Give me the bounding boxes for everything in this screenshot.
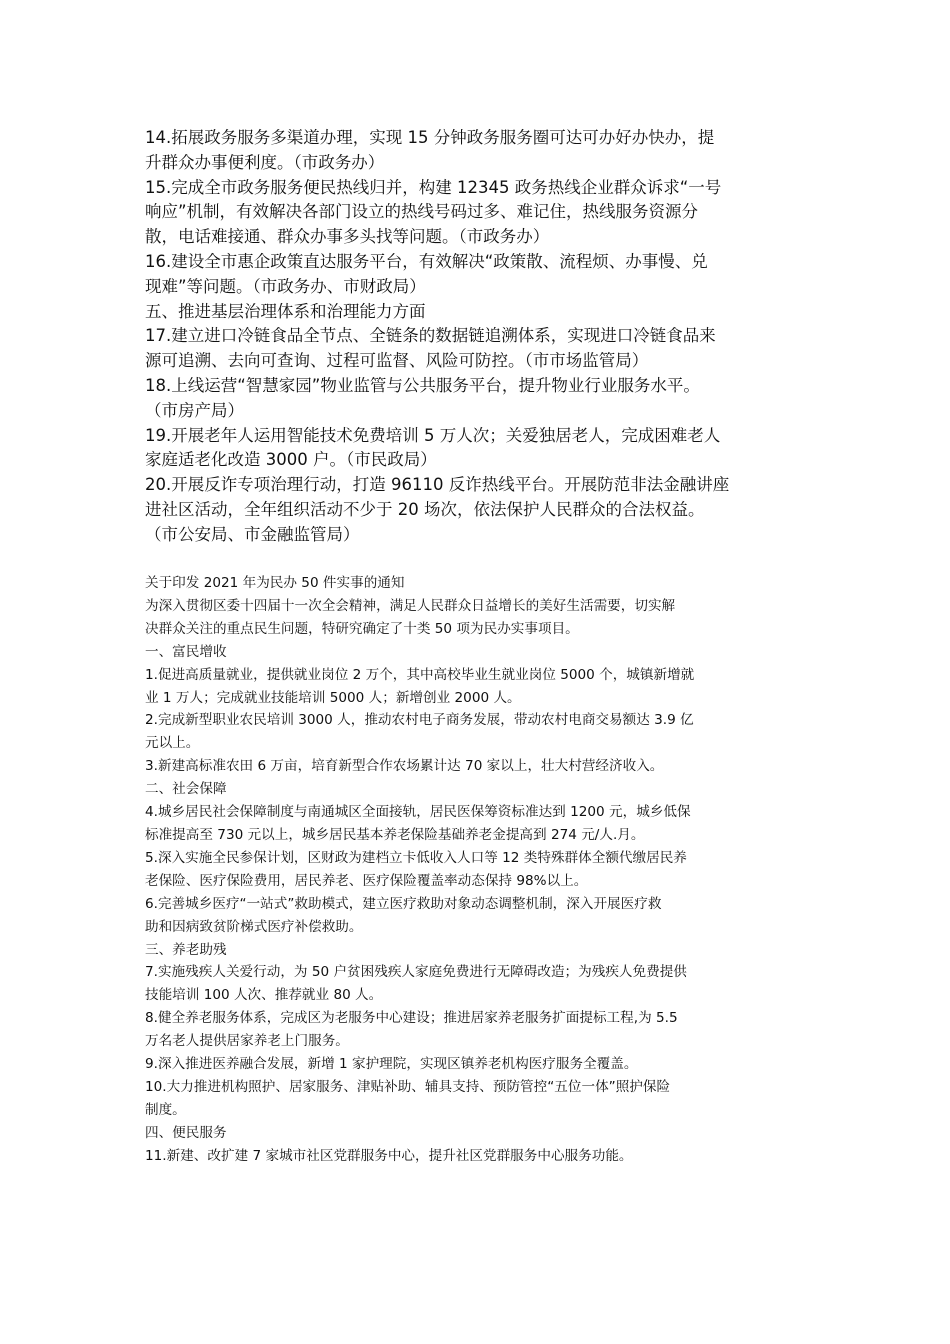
text-line: 7.实施残疾人关爱行动，为 50 户贫困残疾人家庭免费进行无障碍改造；为残疾人免费提供: [145, 964, 687, 981]
text-line: 老保险、医疗保险费用，居民养老、医疗保险覆盖率动态保持 98%以上。: [145, 872, 588, 889]
policy-items-section: [145, 126, 813, 548]
text-line: 18.上线运营“智慧家园”物业监管与公共服务平台，提升物业行业服务水平。: [145, 375, 700, 395]
text-line: 助和因病致贫阶梯式医疗补偿救助。: [145, 918, 363, 935]
text-line: 技能培训 100 人次、推荐就业 80 人。: [145, 987, 383, 1004]
text-line: 2.完成新型职业农民培训 3000 人，推动农村电子商务发展，带动农村电商交易额达 3.9 亿: [145, 712, 694, 729]
text-line: 16.建设全市惠企政策直达服务平台，有效解决“政策散、流程烦、办事慢、兑: [145, 251, 708, 271]
text-line: 17.建立进口冷链食品全节点、全链条的数据链追溯体系，实现进口冷链食品来: [145, 326, 716, 346]
section-heading: 五、推进基层治理体系和治理能力方面: [145, 301, 426, 321]
text-line: 为深入贯彻区委十四届十一次全会精神，满足人民群众日益增长的美好生活需要，切实解: [145, 597, 676, 614]
text-line: 4.城乡居民社会保障制度与南通城区全面接轨，居民医保筹资标准达到 1200 元，城乡低保: [145, 804, 691, 821]
text-line: 11.新建、改扩建 7 家城市社区党群服务中心，提升社区党群服务中心服务功能。: [145, 1147, 633, 1164]
text-line: 家庭适老化改造 3000 户。（市民政局）: [145, 450, 437, 470]
notice-title: 关于印发 2021 年为民办 50 件实事的通知: [145, 575, 405, 591]
text-line: 万名老人提供居家养老上门服务。: [145, 1033, 349, 1050]
text-line: 标准提高至 730 元以上，城乡居民基本养老保险基础养老金提高到 274 元/人.月。: [145, 826, 645, 843]
text-line: 20.开展反诈专项治理行动，打造 96110 反诈热线平台。开展防范非法金融讲座: [145, 475, 730, 495]
section-heading: 二、社会保障: [145, 781, 227, 798]
text-line: 进社区活动，全年组织活动不少于 20 场次，依法保护人民群众的合法权益。: [145, 499, 705, 519]
text-line: 9.深入推进医养融合发展，新增 1 家护理院，实现区镇养老机构医疗服务全覆盖。: [145, 1056, 638, 1073]
notice-section: [145, 572, 813, 1168]
text-line: 6.完善城乡医疗“一站式”救助模式，建立医疗救助对象动态调整机制，深入开展医疗救: [145, 895, 662, 912]
section-heading: 三、养老助残: [145, 941, 227, 958]
section-heading: 四、便民服务: [145, 1124, 227, 1141]
text-line: 1.促进高质量就业，提供就业岗位 2 万个，其中高校毕业生就业岗位 5000 个，城镇新增就: [145, 666, 695, 683]
text-line: 8.健全养老服务体系，完成区为老服务中心建设；推进居家养老服务扩面提标工程,为 5.5: [145, 1010, 678, 1027]
text-line: 源可追溯、去向可查询、过程可监督、风险可防控。（市市场监管局）: [145, 351, 649, 371]
text-line: 业 1 万人；完成就业技能培训 5000 人；新增创业 2000 人。: [145, 689, 521, 706]
text-line: 10.大力推进机构照护、居家服务、津贴补助、辅具支持、预防管控“五位一体”照护保险: [145, 1078, 671, 1095]
text-line: 19.开展老年人运用智能技术免费培训 5 万人次；关爱独居老人，完成困难老人: [145, 425, 721, 445]
text-line: 5.深入实施全民参保计划，区财政为建档立卡低收入人口等 12 类特殊群体全额代缴居民养: [145, 849, 687, 866]
text-line: 响应”机制，有效解决各部门设立的热线号码过多、难记住，热线服务资源分: [145, 202, 699, 222]
section-heading: 一、富民增收: [145, 643, 227, 660]
text-line: 升群众办事便利度。（市政务办）: [145, 152, 385, 172]
text-line: 14.拓展政务服务多渠道办理，实现 15 分钟政务服务圈可达可办好办快办，提: [145, 128, 715, 147]
text-line: 决群众关注的重点民生问题，特研究确定了十类 50 项为民办实事项目。: [145, 620, 579, 637]
text-line: 3.新建高标准农田 6 万亩，培育新型合作农场累计达 70 家以上，壮大村营经济收入。: [145, 758, 664, 775]
text-line: 散，电话难接通、群众办事多头找等问题。（市政务办）: [145, 227, 550, 247]
text-line: （市房产局）: [145, 400, 244, 420]
text-line: 制度。: [145, 1101, 186, 1118]
text-line: （市公安局、市金融监管局）: [145, 524, 360, 544]
text-line: 现难”等问题。（市政务办、市财政局）: [145, 276, 426, 296]
text-line: 15.完成全市政务服务便民热线归并，构建 12345 政务热线企业群众诉求“一号: [145, 177, 722, 197]
text-line: 元以上。: [145, 735, 200, 752]
